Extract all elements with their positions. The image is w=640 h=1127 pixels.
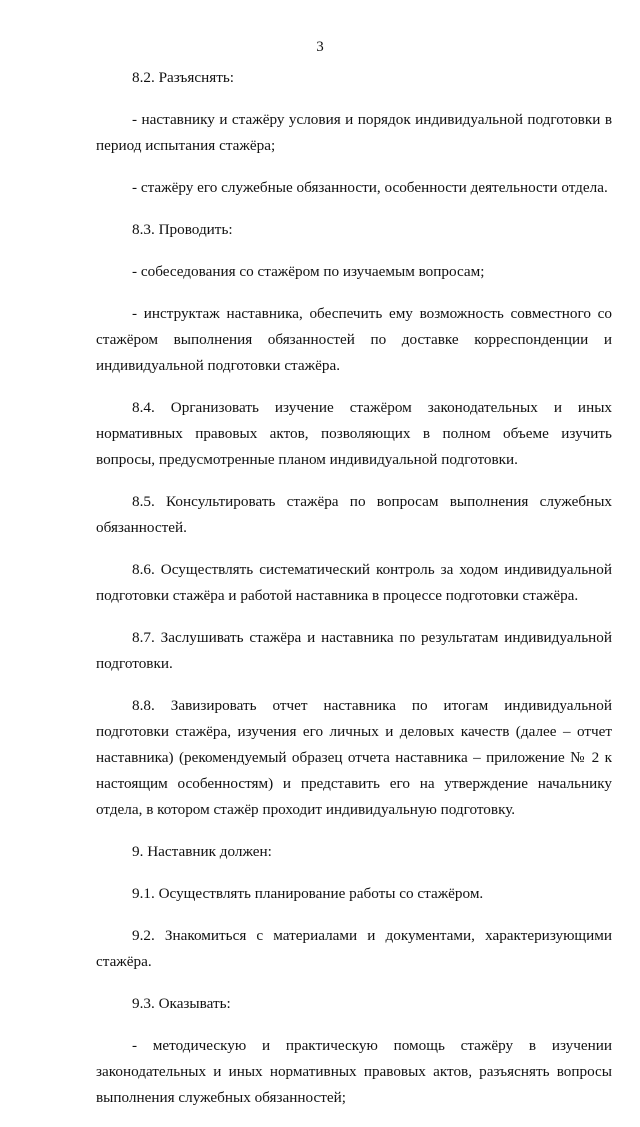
paragraph-8-2: 8.2. Разъяснять: — [132, 69, 234, 86]
paragraph-9-1: 9.1. Осуществлять планирование работы со стажёром. — [132, 885, 484, 902]
page-number: 3 — [316, 39, 324, 55]
paragraph-8-4: 8.4. Организовать изучение стажёром законодательных и иных нормативных правовых актов, позволяющих в полном объеме изучить вопросы, предусмотренные планом индивидуальной подготовки. — [96, 399, 612, 468]
paragraph-8-3-item-1: - собеседования со стажёром по изучаемым вопросам; — [132, 263, 485, 280]
paragraph-8-8: 8.8. Завизировать отчет наставника по итогам индивидуальной подготовки стажёра, изучения его личных и деловых качеств (далее – отчет наставника) (рекомендуемый образец отчета наставника – приложение № 2 к настоящим особенностям) и представить его на утверждение начальнику отдела, в котором стажёр проходит индивидуальную подготовку. — [96, 697, 612, 818]
paragraph-8-3-item-2: - инструктаж наставника, обеспечить ему возможность совместного со стажёром выполнения обязанностей по доставке корреспонденции и индивидуальной подготовки стажёра. — [96, 305, 612, 374]
paragraph-8-5: 8.5. Консультировать стажёра по вопросам выполнения служебных обязанностей. — [96, 493, 612, 536]
paragraph-9-3-item-1: - методическую и практическую помощь стажёру в изучении законодательных и иных нормативных правовых актов, разъяснять вопросы выполнения служебных обязанностей; — [96, 1037, 612, 1106]
paragraph-8-2-item-1: - наставнику и стажёру условия и порядок индивидуальной подготовки в период испытания стажёра; — [96, 111, 612, 154]
paragraph-9: 9. Наставник должен: — [132, 843, 272, 860]
paragraph-8-6: 8.6. Осуществлять систематический контроль за ходом индивидуальной подготовки стажёра и работой наставника в процессе подготовки стажёра. — [96, 561, 612, 604]
paragraph-9-2: 9.2. Знакомиться с материалами и документами, характеризующими стажёра. — [96, 927, 612, 970]
paragraph-8-3: 8.3. Проводить: — [132, 221, 233, 238]
paragraph-8-7: 8.7. Заслушивать стажёра и наставника по результатам индивидуальной подготовки. — [96, 629, 612, 672]
paragraph-8-2-item-2: - стажёру его служебные обязанности, особенности деятельности отдела. — [132, 179, 608, 196]
document-body — [96, 65, 612, 1127]
paragraph-9-3: 9.3. Оказывать: — [132, 995, 231, 1012]
